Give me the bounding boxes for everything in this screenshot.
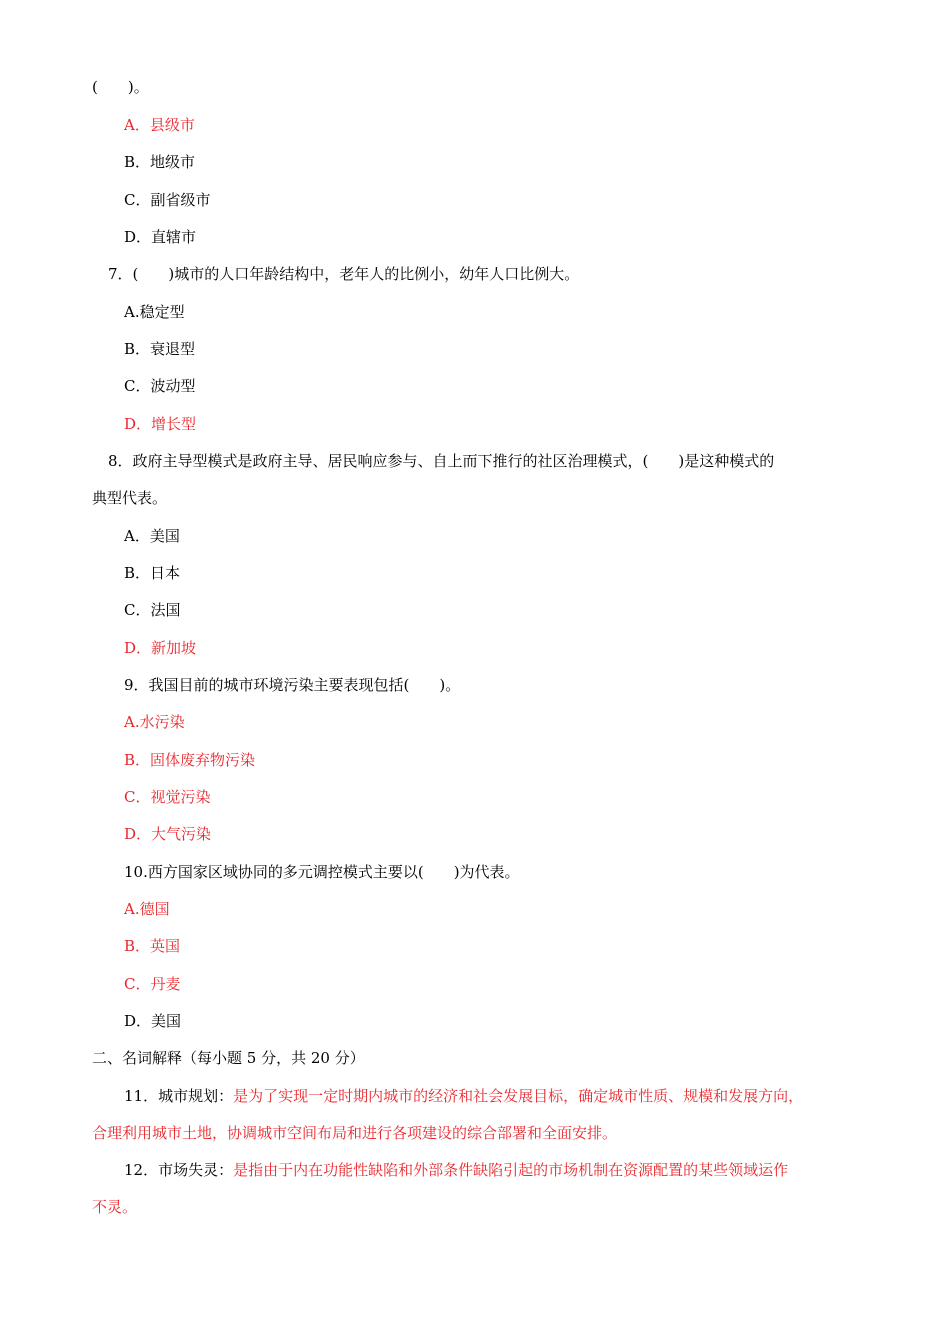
q7-option-a: A.稳定型 <box>124 303 185 321</box>
q9-option-b: B．固体废弃物污染 <box>124 751 256 769</box>
q7-option-d: D．增长型 <box>124 415 197 433</box>
q9-option-d: D．大气污染 <box>124 825 212 843</box>
q9-option-a: A.水污染 <box>124 713 185 731</box>
q8-option-b: B．日本 <box>124 564 181 582</box>
q8-option-c: C．法国 <box>124 601 181 619</box>
q11-term: 11．城市规划： <box>124 1087 234 1105</box>
q9-stem: 9．我国目前的城市环境污染主要表现包括( )。 <box>124 676 461 694</box>
q10-option-a: A.德国 <box>124 900 170 918</box>
q10-option-d: D．美国 <box>124 1012 182 1030</box>
q6-option-b: B．地级市 <box>124 153 196 171</box>
q8-option-a: A．美国 <box>124 527 180 545</box>
section2-heading: 二、名词解释（每小题 5 分，共 20 分） <box>92 1049 365 1067</box>
q6-option-a: A．县级市 <box>124 116 195 134</box>
q11-line1 <box>124 1086 803 1106</box>
q12-line1 <box>124 1160 788 1180</box>
q8-stem-line2: 典型代表。 <box>92 489 168 507</box>
q7-option-b: B．衰退型 <box>124 340 196 358</box>
q10-option-b: B．英国 <box>124 937 181 955</box>
q6-stem-tail: ( )。 <box>92 78 149 96</box>
q9-option-c: C．视觉污染 <box>124 788 211 806</box>
q12-answer-line1: 是指由于内在功能性缺陷和外部条件缺陷引起的市场机制在资源配置的某些领域运作 <box>233 1161 789 1179</box>
q12-answer-line2: 不灵。 <box>92 1198 138 1216</box>
q10-stem: 10.西方国家区域协同的多元调控模式主要以( )为代表。 <box>124 863 520 881</box>
q6-option-d: D．直辖市 <box>124 228 197 246</box>
q11-answer-line2: 合理利用城市土地，协调城市空间布局和进行各项建设的综合部署和全面安排。 <box>92 1124 618 1142</box>
q12-term: 12．市场失灵： <box>124 1161 234 1179</box>
q10-option-c: C．丹麦 <box>124 975 181 993</box>
q7-stem: 7．( )城市的人口年龄结构中，老年人的比例小，幼年人口比例大。 <box>108 265 580 283</box>
q8-stem-line1: 8．政府主导型模式是政府主导、居民响应参与、自上而下推行的社区治理模式，( )是这种模式的 <box>108 452 775 470</box>
q6-option-c: C．副省级市 <box>124 191 211 209</box>
q7-option-c: C．波动型 <box>124 377 196 395</box>
q8-option-d: D．新加坡 <box>124 639 197 657</box>
q11-answer-line1: 是为了实现一定时期内城市的经济和社会发展目标，确定城市性质、规模和发展方向， <box>233 1087 804 1105</box>
